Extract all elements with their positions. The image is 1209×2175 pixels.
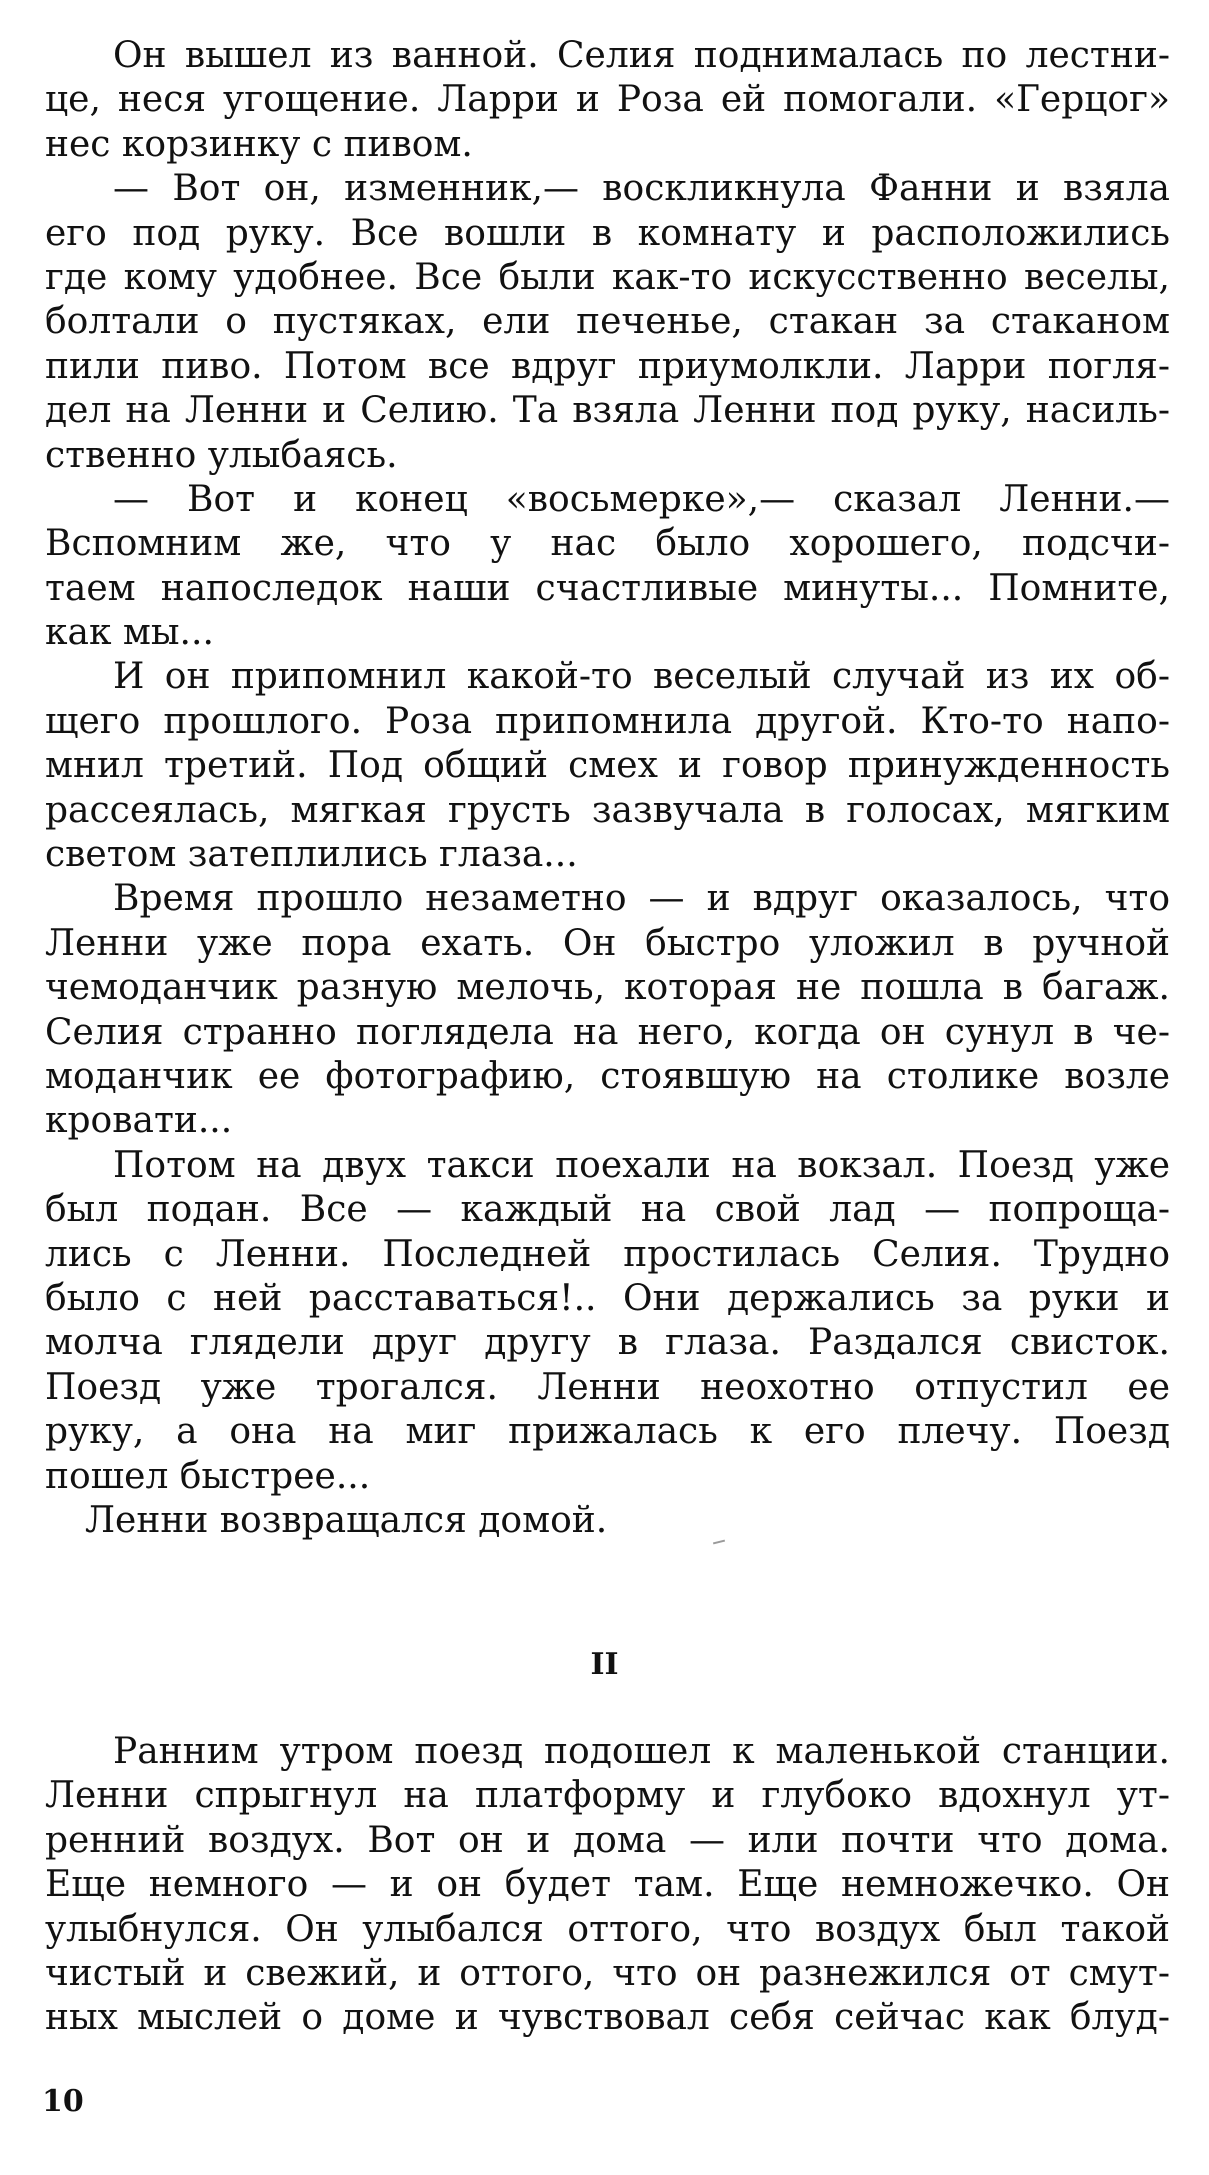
text-line: Потом на двух такси поехали на вокзал. Поезд уже <box>113 1144 1170 1186</box>
text-line: Время прошло незаметно — и вдруг оказалось, что <box>113 878 1170 920</box>
text-line: Поезд уже трогался. Ленни неохотно отпустил ее <box>45 1366 1170 1408</box>
text-line: кровати... <box>45 1100 233 1142</box>
text-block-2 <box>45 1730 1170 2041</box>
text-line: улыбнулся. Он улыбался оттого, что воздух был такой <box>45 1908 1170 1950</box>
text-line: Ранним утром поезд подошел к маленькой станции. <box>113 1731 1170 1772</box>
text-line: чистый и свежий, и оттого, что он разнежился от смут- <box>45 1952 1170 1994</box>
text-line: лись с Ленни. Последней простилась Селия. Трудно <box>45 1233 1170 1275</box>
text-line: ных мыслей о доме и чувствовал себя сейчас как блуд- <box>45 1997 1170 2039</box>
text-line: Ленни уже пора ехать. Он быстро уложил в ручной <box>45 922 1170 964</box>
text-line: ственно улыбаясь. <box>45 434 398 476</box>
text-line: пили пиво. Потом все вдруг приумолкли. Ларри погля- <box>45 345 1170 387</box>
text-line: мнил третий. Под общий смех и говор принужденность <box>45 745 1170 787</box>
text-line: Ленни возвращался домой. <box>85 1499 608 1541</box>
text-line: светом затеплились глаза... <box>45 834 578 876</box>
text-line: дел на Ленни и Селию. Та взяла Ленни под руку, насиль- <box>45 390 1170 432</box>
text-line: болтали о пустяках, ели печенье, стакан за стаканом <box>45 301 1170 343</box>
text-line: рассеялась, мягкая грусть зазвучала в голосах, мягким <box>45 789 1170 831</box>
text-line: руку, а она на миг прижалась к его плечу. Поезд <box>45 1411 1170 1453</box>
text-line: це, неся угощение. Ларри и Роза ей помогали. «Герцог» <box>45 79 1170 121</box>
text-line: его под руку. Все вошли в комнату и расположились <box>45 212 1170 254</box>
text-line: моданчик ее фотографию, стоявшую на столике возле <box>45 1055 1170 1097</box>
text-line: пошел быстрее... <box>45 1455 371 1497</box>
text-line: Он вышел из ванной. Селия поднималась по лестни- <box>113 35 1170 76</box>
chapter-heading: II <box>590 1647 619 1682</box>
text-line: было с ней расставаться!.. Они держались за руки и <box>45 1277 1170 1319</box>
text-line: И он припомнил какой-то веселый случай из их об- <box>113 656 1170 698</box>
text-line: Вспомним же, что у нас было хорошего, подсчи- <box>45 523 1170 565</box>
text-line: щего прошлого. Роза припомнила другой. Кто-то напо- <box>45 700 1170 742</box>
text-line: — Вот и конец «восьмерке»,— сказал Ленни.— <box>113 478 1170 520</box>
text-line: ренний воздух. Вот он и дома — или почти что дома. <box>45 1819 1170 1861</box>
text-line: Селия странно поглядела на него, когда он сунул в че- <box>45 1011 1170 1053</box>
text-block-1 <box>45 34 1170 1543</box>
text-line: был подан. Все — каждый на свой лад — попроща- <box>45 1189 1170 1231</box>
text-line: молча глядели друг другу в глаза. Раздался свисток. <box>45 1322 1170 1364</box>
text-line: как мы... <box>45 612 214 654</box>
text-line: — Вот он, изменник,— воскликнула Фанни и взяла <box>113 168 1170 210</box>
page-number: 10 <box>42 2084 84 2119</box>
text-line: Ленни спрыгнул на платформу и глубоко вдохнул ут- <box>45 1775 1170 1817</box>
text-line: чемоданчик разную мелочь, которая не пошла в багаж. <box>45 967 1170 1009</box>
text-line: нес корзинку с пивом. <box>45 123 473 165</box>
text-line: таем напоследок наши счастливые минуты... Помните, <box>45 567 1170 609</box>
text-line: Еще немного — и он будет там. Еще немножечко. Он <box>45 1864 1170 1906</box>
text-line: где кому удобнее. Все были как-то искусственно веселы, <box>45 256 1170 298</box>
